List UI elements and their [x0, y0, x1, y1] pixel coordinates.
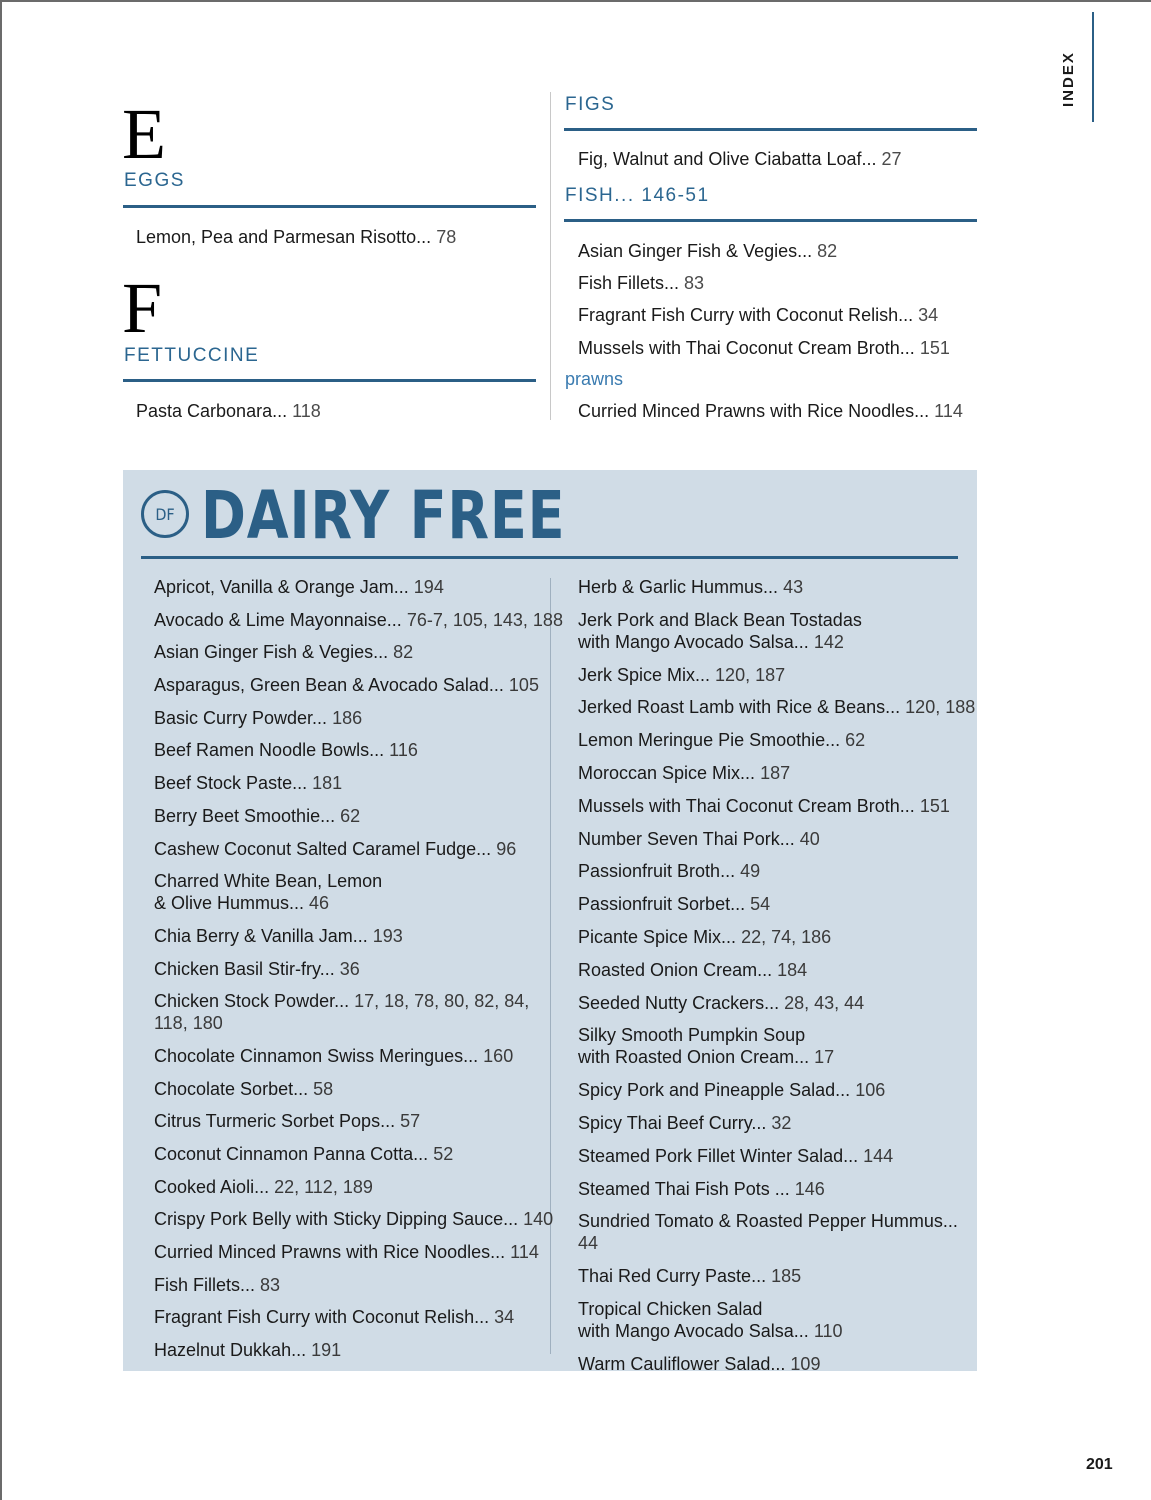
entry-title: Beef Stock Paste...	[154, 773, 308, 794]
entry-pages: 43	[783, 577, 804, 597]
entry-title: Number Seven Thai Pork...	[578, 828, 795, 849]
entry-pages: 34	[494, 1307, 515, 1328]
page-border-top	[0, 0, 1151, 2]
entry-pages: 82	[393, 642, 414, 663]
index-entry	[154, 838, 563, 860]
entry-title: Steamed Thai Fish Pots ...	[578, 1178, 790, 1199]
entry-pages: 49	[740, 861, 761, 882]
entry-pages: 58	[313, 1078, 334, 1099]
entry-pages: 106	[855, 1080, 886, 1101]
entry-title: Moroccan Spice Mix...	[578, 762, 756, 783]
entry-pages: 160	[483, 1045, 514, 1066]
entry-title: Jerk Spice Mix...	[578, 664, 711, 685]
entry-pages: 181	[312, 773, 343, 794]
index-entry: Fragrant Fish Curry with Coconut Relish... 34	[578, 305, 939, 325]
index-entry	[578, 609, 977, 653]
entry-title: with Mango Avocado Salsa...	[578, 631, 809, 652]
entry-title: Passionfruit Broth...	[578, 861, 736, 882]
entry-pages: 17, 18, 78, 80, 82, 84,	[354, 991, 530, 1012]
index-entry	[154, 707, 563, 729]
index-entry	[154, 1339, 563, 1361]
entry-title: Hazelnut Dukkah...	[154, 1340, 307, 1361]
index-entry	[578, 926, 977, 948]
entry-title: & Olive Hummus...	[154, 893, 305, 914]
index-entry	[154, 1306, 563, 1328]
index-entry	[154, 641, 563, 663]
index-entry	[154, 576, 563, 598]
index-entry	[154, 1176, 563, 1198]
index-entry	[578, 762, 977, 784]
entry-pages: 54	[750, 894, 771, 915]
entry-title: Curried Minced Prawns with Rice Noodles...	[154, 1242, 506, 1263]
index-tab-label: INDEX	[1060, 51, 1077, 107]
entry-title: Jerked Roast Lamb with Rice & Beans...	[578, 697, 901, 718]
index-entry	[154, 1208, 563, 1230]
entry-pages: 57	[400, 1111, 421, 1132]
index-entry	[578, 1298, 977, 1342]
entry-title: with Mango Avocado Salsa...	[578, 1320, 809, 1341]
entry-title: Tropical Chicken Salad	[578, 1298, 763, 1319]
entry-title: Steamed Pork Fillet Winter Salad...	[578, 1145, 859, 1166]
entry-title: Chocolate Cinnamon Swiss Meringues...	[154, 1045, 479, 1066]
entry-title: Jerk Pork and Black Bean Tostadas	[578, 609, 862, 630]
entry-title: Chicken Basil Stir-fry...	[154, 958, 335, 979]
dairy-free-badge-icon: DF	[141, 490, 189, 538]
entry-title: Asian Ginger Fish & Vegies...	[154, 642, 389, 663]
index-entry	[578, 696, 977, 718]
index-entry	[578, 1265, 977, 1287]
entry-pages: 109	[790, 1353, 821, 1374]
entry-title: Silky Smooth Pumpkin Soup	[578, 1025, 806, 1046]
index-entry	[578, 664, 977, 686]
index-entry: Asian Ginger Fish & Vegies... 82	[578, 241, 838, 261]
index-entry	[154, 674, 563, 696]
entry-pages: 52	[433, 1144, 454, 1164]
entry-pages: 151	[919, 795, 950, 816]
index-entry	[154, 1241, 563, 1263]
index-entry	[154, 925, 563, 947]
entry-pages: 142	[813, 631, 844, 652]
entry-pages: 187	[760, 762, 791, 783]
index-entry: Mussels with Thai Coconut Cream Broth... 151	[578, 338, 950, 358]
entry-title: Thai Red Curry Paste...	[578, 1266, 767, 1287]
dairy-free-title: DAIRY FREE	[201, 477, 566, 554]
entry-pages: 17	[814, 1047, 835, 1068]
entry-title: Cooked Aioli...	[154, 1176, 270, 1197]
index-entry	[578, 795, 977, 817]
category-heading-figs: FIGS	[565, 94, 616, 115]
index-entry	[578, 1178, 977, 1200]
index-entry	[578, 828, 977, 850]
entry-title: Beef Ramen Noodle Bowls...	[154, 740, 385, 761]
dairy-free-rule	[141, 556, 958, 559]
entry-pages: 191	[311, 1340, 342, 1361]
index-entry	[154, 739, 563, 761]
entry-pages: 146	[794, 1178, 825, 1199]
entry-pages: 40	[799, 828, 820, 849]
entry-title: Spicy Thai Beef Curry...	[578, 1112, 767, 1133]
entry-pages: 83	[260, 1274, 281, 1295]
section-letter-e: E	[122, 94, 166, 174]
page-number: 201	[1086, 1456, 1113, 1473]
index-tab	[1052, 12, 1094, 122]
entry-pages: 140	[523, 1209, 554, 1230]
entry-title: Apricot, Vanilla & Orange Jam...	[154, 577, 409, 597]
entry-pages: 46	[309, 893, 330, 914]
index-entry: Fish Fillets... 83	[578, 273, 705, 293]
index-entry	[578, 1024, 977, 1068]
entry-pages: 62	[340, 805, 361, 826]
index-entry	[578, 992, 977, 1014]
entry-pages: 76-7, 105, 143, 188	[406, 609, 563, 630]
heading-rule	[564, 128, 977, 131]
index-entry	[154, 772, 563, 794]
dairy-free-panel	[123, 470, 977, 1374]
entry-title: Picante Spice Mix...	[578, 926, 737, 947]
index-entry	[578, 1145, 977, 1167]
entry-pages: 96	[496, 838, 517, 859]
entry-pages: 116	[389, 740, 418, 761]
entry-title: Mussels with Thai Coconut Cream Broth...	[578, 795, 915, 816]
entry-pages: 32	[771, 1112, 792, 1133]
entry-pages: 36	[339, 958, 360, 979]
heading-rule	[564, 219, 977, 222]
index-entry	[154, 1078, 563, 1100]
entry-title: Spicy Pork and Pineapple Salad...	[578, 1080, 851, 1101]
category-heading-fettuccine: FETTUCCINE	[124, 345, 260, 366]
entry-pages: 184	[777, 959, 808, 980]
heading-rule	[123, 205, 536, 208]
index-entry: Lemon, Pea and Parmesan Risotto... 78	[136, 227, 457, 247]
dairy-free-left-column	[154, 576, 563, 1372]
entry-pages: 28, 43, 44	[784, 992, 865, 1013]
entry-title: Coconut Cinnamon Panna Cotta...	[154, 1144, 429, 1164]
index-entry	[578, 1112, 977, 1134]
entry-title: Cashew Coconut Salted Caramel Fudge...	[154, 838, 492, 859]
index-entry: Fig, Walnut and Olive Ciabatta Loaf... 27	[578, 149, 902, 169]
dairy-free-right-column	[578, 576, 977, 1386]
section-letter-f: F	[122, 268, 163, 348]
category-heading-eggs: EGGS	[124, 170, 185, 191]
entry-pages: 186	[332, 707, 363, 728]
index-entry	[578, 576, 977, 598]
index-entry	[154, 1045, 563, 1067]
index-entry	[154, 990, 563, 1034]
entry-pages: 193	[372, 925, 403, 946]
index-entry	[154, 870, 563, 914]
entry-pages: 22, 74, 186	[741, 926, 832, 947]
entry-pages: 118, 180	[154, 1013, 223, 1034]
index-entry	[578, 893, 977, 915]
entry-title: Seeded Nutty Crackers...	[578, 992, 780, 1013]
column-divider	[550, 92, 551, 420]
entry-pages: 120, 188	[905, 697, 976, 718]
entry-title: Charred White Bean, Lemon	[154, 871, 383, 892]
entry-pages: 62	[845, 730, 866, 751]
entry-title: Berry Beet Smoothie...	[154, 805, 336, 826]
index-entry	[578, 1353, 977, 1375]
entry-pages: 22, 112, 189	[274, 1176, 373, 1197]
entry-title: Passionfruit Sorbet...	[578, 894, 746, 915]
entry-pages: 185	[771, 1266, 802, 1287]
category-heading-fish: FISH... 146-51	[565, 185, 710, 206]
index-entry	[154, 1143, 563, 1165]
entry-pages: 120, 187	[715, 664, 786, 685]
index-entry	[578, 1079, 977, 1101]
entry-title: Citrus Turmeric Sorbet Pops...	[154, 1111, 396, 1132]
index-entry	[578, 729, 977, 751]
index-entry	[578, 860, 977, 882]
index-entry	[154, 609, 563, 631]
index-entry: Curried Minced Prawns with Rice Noodles... 114	[578, 401, 963, 421]
entry-title: Fish Fillets...	[154, 1274, 256, 1295]
entry-title: Asparagus, Green Bean & Avocado Salad...	[154, 675, 504, 696]
entry-title: Lemon Meringue Pie Smoothie...	[578, 730, 841, 751]
index-entry	[578, 1210, 977, 1254]
index-entry	[154, 1274, 563, 1296]
sub-category-label: prawns	[565, 369, 624, 389]
entry-title: Warm Cauliflower Salad...	[578, 1353, 786, 1374]
entry-pages: 144	[863, 1145, 894, 1166]
index-entry: Pasta Carbonara... 118	[136, 401, 321, 421]
entry-title: Roasted Onion Cream...	[578, 959, 773, 980]
heading-rule	[123, 379, 536, 382]
entry-title: Herb & Garlic Hummus...	[578, 577, 779, 597]
entry-pages: 114	[510, 1242, 539, 1263]
entry-pages: 110	[813, 1320, 843, 1341]
index-entry	[154, 1110, 563, 1132]
entry-title: Chicken Stock Powder...	[154, 991, 350, 1012]
entry-title: Crispy Pork Belly with Sticky Dipping Sauce...	[154, 1209, 519, 1230]
index-entry	[154, 805, 563, 827]
entry-title: Chia Berry & Vanilla Jam...	[154, 925, 368, 946]
entry-title: Fragrant Fish Curry with Coconut Relish...	[154, 1307, 490, 1328]
entry-title: with Roasted Onion Cream...	[578, 1047, 810, 1068]
entry-title: Avocado & Lime Mayonnaise...	[154, 609, 402, 630]
index-entry	[578, 959, 977, 981]
page-border-left	[0, 0, 2, 1500]
entry-title: Sundried Tomato & Roasted Pepper Hummus...	[578, 1211, 958, 1232]
entry-pages: 44	[578, 1233, 599, 1254]
entry-pages: 105	[508, 675, 539, 696]
entry-title: Basic Curry Powder...	[154, 707, 328, 728]
index-entry	[154, 958, 563, 980]
entry-title: Chocolate Sorbet...	[154, 1078, 309, 1099]
entry-pages: 194	[413, 577, 444, 597]
